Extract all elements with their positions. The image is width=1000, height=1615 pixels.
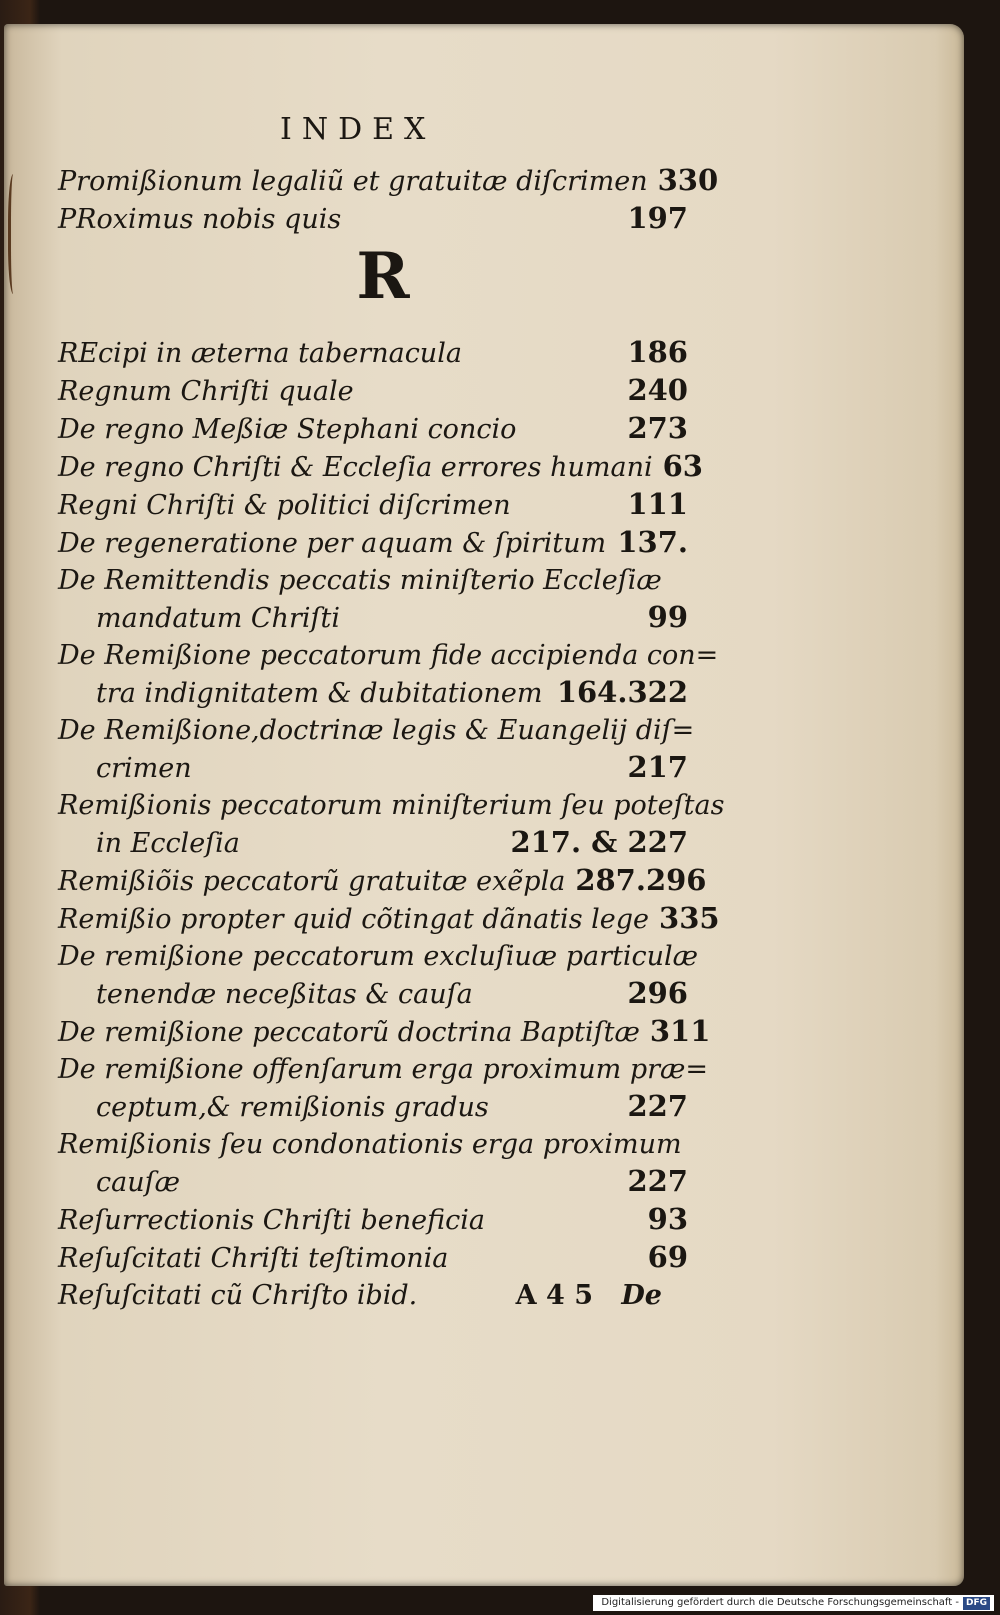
section-letter: R [356, 239, 410, 314]
entry-line [58, 1239, 688, 1277]
entry-line [58, 200, 688, 238]
entry-line [58, 162, 719, 200]
page-reference: 197 [627, 201, 688, 235]
entry-text: mandatum Chriſti [96, 603, 340, 634]
index-entry [58, 562, 688, 637]
signature-mark: A 4 5 [515, 1280, 593, 1311]
entry-line [58, 1163, 688, 1201]
entry-text: Promißionum legaliũ et gratuitæ diſcrimen [58, 166, 648, 197]
entry-line [58, 372, 688, 410]
dfg-logo: DFG [963, 1597, 990, 1610]
entry-text: ceptum,& remißionis gradus [96, 1092, 489, 1123]
entry-line [58, 410, 688, 448]
entry-line [58, 1013, 711, 1051]
entry-text: De regno Chriſti & Eccleſia errores humani [58, 452, 653, 483]
entry-text: tenendæ neceßitas & cauſa [96, 979, 473, 1010]
page-reference: 227 [627, 1089, 688, 1123]
page-reference: 330 [657, 163, 719, 197]
entry-line [58, 938, 699, 975]
entry-line [58, 749, 688, 787]
entry-line [58, 787, 725, 824]
entries-letter-r [58, 334, 725, 1277]
entry-line [58, 599, 688, 637]
entry-line [58, 1201, 688, 1239]
page-reference: 311 [649, 1014, 711, 1048]
entry-line [58, 524, 688, 562]
index-entry [58, 1051, 709, 1126]
entry-text: in Eccleſia [96, 828, 240, 859]
entry-text: De Remittendis peccatis miniſterio Eccleſiæ [58, 565, 662, 596]
page-reference: 217. & 227 [510, 825, 688, 859]
page-reference: 240 [627, 373, 688, 407]
index-entry [58, 448, 703, 486]
entry-text: Remißio propter quid cõtingat dãnatis lege [58, 904, 650, 935]
index-entry [58, 334, 688, 372]
entry-text: De Remißione,doctrinæ legis & Euangelij diſ= [58, 715, 695, 746]
entry-line [58, 862, 707, 900]
entry-text: De Remißione peccatorum fide accipienda con= [58, 640, 719, 671]
index-entry [58, 900, 720, 938]
entry-text: Reſuſcitati Chriſti teſtimonia [58, 1243, 449, 1274]
page-header: INDEX [280, 112, 436, 147]
page-reference: 217 [627, 750, 688, 784]
entry-line [58, 562, 688, 599]
entry-line [58, 1126, 688, 1163]
entry-text: tra indignitatem & dubitationem [96, 678, 543, 709]
index-entry [58, 1239, 688, 1277]
page-reference: 273 [627, 411, 688, 445]
page-reference: 99 [647, 600, 688, 634]
index-entry [58, 372, 688, 410]
index-entry [58, 1201, 688, 1239]
index-entry [58, 162, 719, 200]
page-reference: 287.296 [575, 863, 707, 897]
index-entry [58, 938, 699, 1013]
entry-text: Remißiõis peccatorũ gratuitæ exẽpla [58, 866, 566, 897]
page-reference: 69 [647, 1240, 688, 1274]
entry-text: De regno Meßiæ Stephani concio [58, 414, 517, 445]
entry-line [58, 674, 688, 712]
entry-text: De regeneratione per aquam & ſpiritum [58, 528, 607, 559]
index-entry [58, 1013, 711, 1051]
digitization-credit [593, 1595, 994, 1611]
index-entry [58, 486, 688, 524]
index-entries [58, 162, 725, 1314]
page-reference: 164.322 [556, 675, 688, 709]
entry-text: De remißione offenſarum erga proximum præ= [58, 1054, 709, 1085]
last-entry-text: Reſuſcitati cũ Chriſto ibid. [58, 1280, 418, 1311]
last-line [58, 1277, 688, 1314]
index-entry [58, 524, 688, 562]
entry-line [58, 1088, 688, 1126]
page-reference: 186 [627, 335, 688, 369]
page-reference: 335 [659, 901, 720, 935]
entry-text: Remißionis peccatorum miniſterium ſeu poteſtas [58, 790, 725, 821]
entry-text: REcipi in æterna tabernacula [58, 338, 462, 369]
entry-text: Remißionis ſeu condonationis erga proximum [58, 1129, 682, 1160]
entries-before-letter [58, 162, 719, 238]
page-edge-stain [8, 174, 21, 294]
catchword: De [621, 1280, 662, 1311]
entry-line [58, 824, 688, 862]
index-entry [58, 1126, 688, 1201]
page-reference: 93 [647, 1202, 688, 1236]
entry-text: PRoximus nobis quis [58, 204, 342, 235]
entry-text: Regnum Chriſti quale [58, 376, 354, 407]
index-entry [58, 787, 725, 862]
index-entry [58, 637, 719, 712]
entry-text: De remißione peccatorum excluſiuæ particulæ [58, 941, 699, 972]
index-entry [58, 410, 688, 448]
entry-line [58, 900, 720, 938]
page-reference: 63 [662, 449, 703, 483]
credit-text: Digitalisierung gefördert durch die Deutsche Forschungsgemeinschaft - [601, 1597, 959, 1608]
entry-line [58, 448, 703, 486]
entry-line [58, 637, 719, 674]
entry-text: cauſæ [96, 1167, 180, 1198]
page-reference: 137. [617, 525, 688, 559]
index-entry [58, 862, 707, 900]
index-entry [58, 712, 695, 787]
page-reference: 227 [627, 1164, 688, 1198]
entry-text: De remißione peccatorũ doctrina Baptiſtæ [58, 1017, 640, 1048]
page-reference: 111 [627, 487, 688, 521]
entry-line [58, 486, 688, 524]
entry-text: Reſurrectionis Chriſti beneficia [58, 1205, 485, 1236]
entry-line [58, 712, 695, 749]
index-entry [58, 200, 688, 238]
entry-text: Regni Chriſti & politici diſcrimen [58, 490, 511, 521]
page-reference: 296 [627, 976, 688, 1010]
entry-text: crimen [96, 753, 192, 784]
entry-line [58, 975, 688, 1013]
entry-line [58, 334, 688, 372]
entry-line [58, 1051, 709, 1088]
